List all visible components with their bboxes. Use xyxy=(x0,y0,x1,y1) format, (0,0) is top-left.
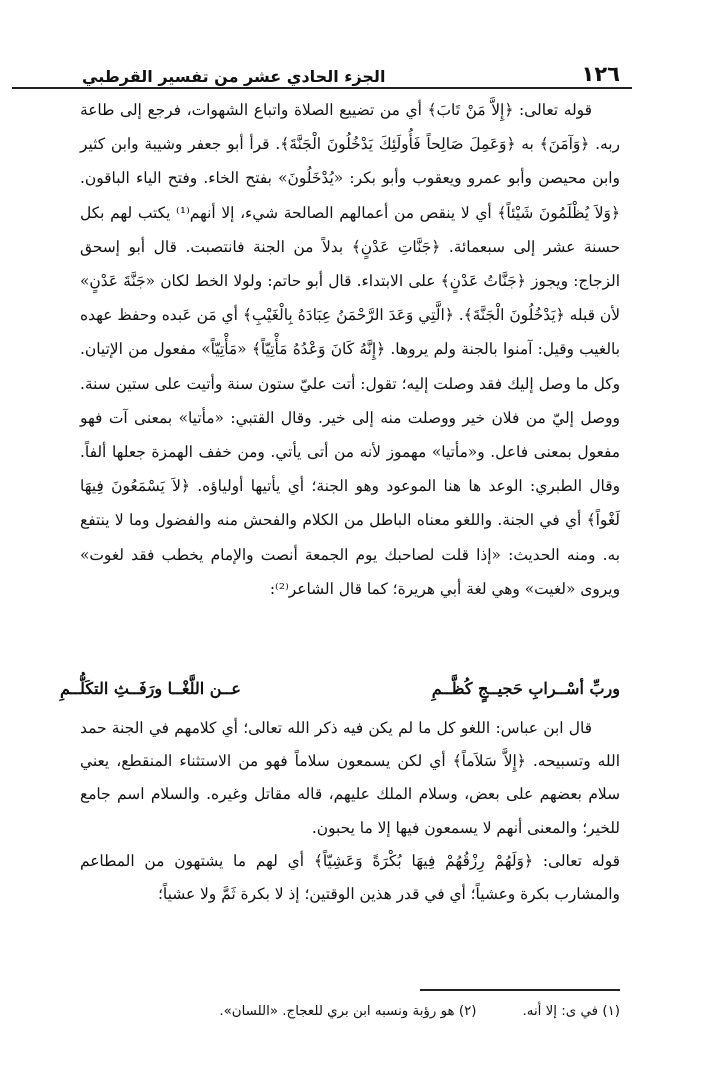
main-text xyxy=(80,93,620,606)
paragraph-1: قوله تعالى: ﴿إِلاَّ مَنْ تَابَ﴾ أي من تضييع الصلاة واتباع الشهوات، فرجع إلى طاعة ربه. ﴿وَآمَنَ﴾ به ﴿وَعَمِلَ صَالِحاً فَأُولَئِكَ يَدْخُلُونَ الْجَنَّةَ﴾. قرأ أبو جعفر وشيبة وابن كثير وابن محيصن وأبو عمرو ويعقوب وأبو بكر: «يُدْخَلُونَ» بفتح الخاء. وفتح الياء الباقون. ﴿وَلاَ يُظْلَمُونَ شَيْئاً﴾ أي لا ينقص من أعمالهم الصالحة شيء، إلا أنهم⁽¹⁾ يكتب لهم بكل حسنة عشر إلى سبعمائة. ﴿جَنَّاتِ عَدْنٍ﴾ بدلاً من الجنة فانتصبت. قال أبو إسحق الزجاج: ويجوز ﴿جَنَّاتُ عَدْنٍ﴾ على الابتداء. قال أبو حاتم: ولولا الخط لكان «جَنَّةَ عَدْنٍ» لأن قبله ﴿يَدْخُلُونَ الْجَنَّةَ﴾. ﴿الَّتِي وَعَدَ الرَّحْمَنُ عِبَادَهُ بِالْغَيْبِ﴾ أي مَن عَبده وحفظ عهده بالغيب وقيل: آمنوا بالجنة ولم يروها. ﴿إِنَّهُ كَانَ وَعْدُهُ مَأْتِيّاً﴾ «مَأْتِيّاً» مفعول من الإتيان. وكل ما وصل إليك فقد وصلت إليه؛ تقول: أتت عليّ ستون سنة وأتيت على ستين سنة. ووصل إليّ من فلان خير ووصلت منه إلى خير. وقال القتبي: «مأتيا» بمعنى آت فهو مفعول بمعنى فاعل. و«مأتيا» مهموز لأنه من أتى يأتي. ومن خفف الهمزة جعلها ألفاً. وقال الطبري: الوعد ها هنا الموعود وهو الجنة؛ أي يأتيها أولياؤه. ﴿لاَ يَسْمَعُونَ فِيهَا لَغْواً﴾ أي في الجنة. واللغو معناه الباطل من الكلام والفحش منه والفضول وما لا ينتفع به. ومنه الحديث: «إذا قلت لصاحبك يوم الجمعة أنصت والإمام يخطب فقد لغوت» ويروى «لغيت» وهي لغة أبي هريرة؛ كما قال الشاعر⁽²⁾: xyxy=(80,101,620,598)
paragraph-3: قوله تعالى: ﴿وَلَهُمْ رِزْقُهُمْ فِيهَا بُكْرَةً وَعَشِيّاً﴾ أي لهم ما يشتهون من المطاعم والمشارب بكرة وعشياً؛ أي في قدر هذين الوقتين؛ إذ لا بكرة ثَمَّ ولا عشياً؛ xyxy=(80,851,620,904)
footnotes xyxy=(80,1004,620,1019)
verse-first-hemistich: وربِّ أسْــرابِ حَجيــجٍ كُظَّــمِ xyxy=(431,678,620,698)
footnote-1: (١) في ى: إلا أنه. xyxy=(522,1004,620,1019)
page-number: ١٢٦ xyxy=(581,62,620,86)
main-text-continued xyxy=(80,712,620,911)
header-divider xyxy=(12,87,632,89)
poetry-verse xyxy=(60,668,620,708)
footnote-2: (٢) هو رؤبة ونسبه ابن بري للعجاج. «اللسان». xyxy=(219,1004,477,1019)
running-title: الجزء الحادي عشر من تفسير القرطبي xyxy=(82,67,386,86)
paragraph-2: قال ابن عباس: اللغو كل ما لم يكن فيه ذكر الله تعالى؛ أي كلامهم في الجنة حمد الله وتسبيحه. ﴿إِلاَّ سَلاَماً﴾ أي لكن يسمعون سلاماً فهو من الاستثناء المنقطع، يعني سلام بعضهم على بعض، وسلام الملك عليهم، قاله مقاتل وغيره. والسلام اسم جامع للخير؛ والمعنى أنهم لا يسمعون فيها إلا ما يحبون. xyxy=(80,719,620,837)
verse-second-hemistich: عــن اللَّغْــا ورَفَــثِ التكَلُّــمِ xyxy=(60,678,241,698)
page-header xyxy=(80,52,620,86)
footnote-divider xyxy=(420,989,620,991)
